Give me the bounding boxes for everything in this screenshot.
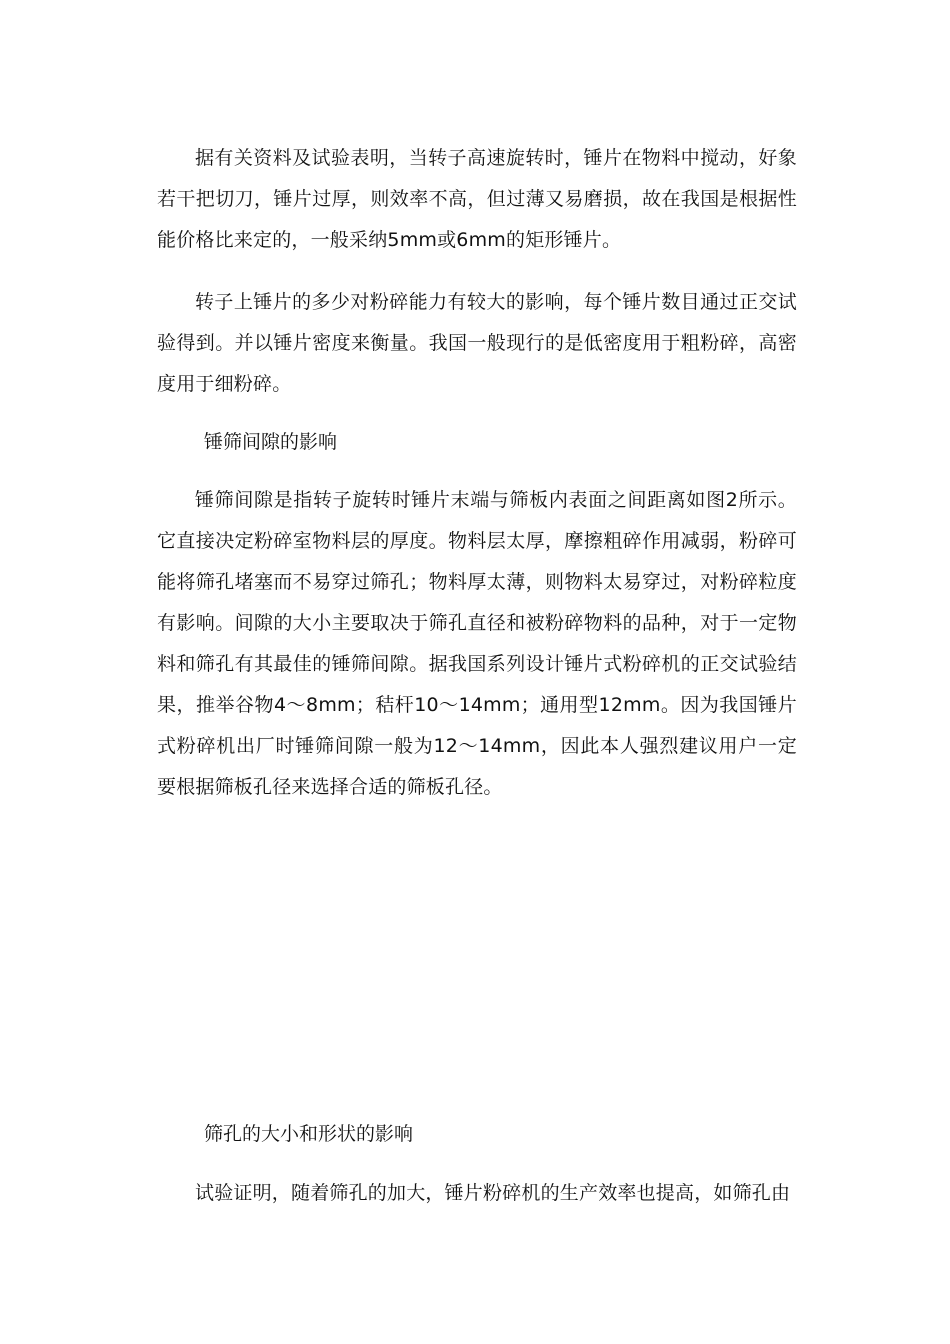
paragraph-hammer-count: 转子上锤片的多少对粉碎能力有较大的影响，每个锤片数目通过正交试验得到。并以锤片密度来衡量。我国一般现行的是低密度用于粗粉碎，高密度用于细粉碎。 xyxy=(157,291,797,395)
section-heading-screen-hole: 筛孔的大小和形状的影响 xyxy=(204,1123,414,1145)
paragraph-screen-hole: 试验证明，随着筛孔的加大，锤片粉碎机的生产效率也提高，如筛孔由 xyxy=(195,1182,791,1204)
section-heading-hammer-screen-gap: 锤筛间隙的影响 xyxy=(204,431,338,453)
paragraph-hammer-screen-gap: 锤筛间隙是指转子旋转时锤片末端与筛板内表面之间距离如图2所示。它直接决定粉碎室物料层的厚度。物料层太厚，摩擦粗碎作用减弱，粉碎可能将筛孔堵塞而不易穿过筛孔；物料厚太薄，则物料太易穿过，对粉碎粒度有影响。间隙的大小主要取决于筛孔直径和被粉碎物料的品种，对于一定物料和筛孔有其最佳的锤筛间隙。据我国系列设计锤片式粉碎机的正交试验结果，推举谷物4～8mm；秸杆10～14mm；通用型12mm。因为我国锤片式粉碎机出厂时锤筛间隙一般为12～14mm，因此本人强烈建议用户一定要根据筛板孔径来选择合适的筛板孔径。 xyxy=(157,489,797,798)
paragraph-hammer-thickness: 据有关资料及试验表明，当转子高速旋转时，锤片在物料中搅动，好象若干把切刀，锤片过厚，则效率不高，但过薄又易磨损，故在我国是根据性能价格比来定的，一般采纳5mm或6mm的矩形锤片。 xyxy=(157,147,797,251)
